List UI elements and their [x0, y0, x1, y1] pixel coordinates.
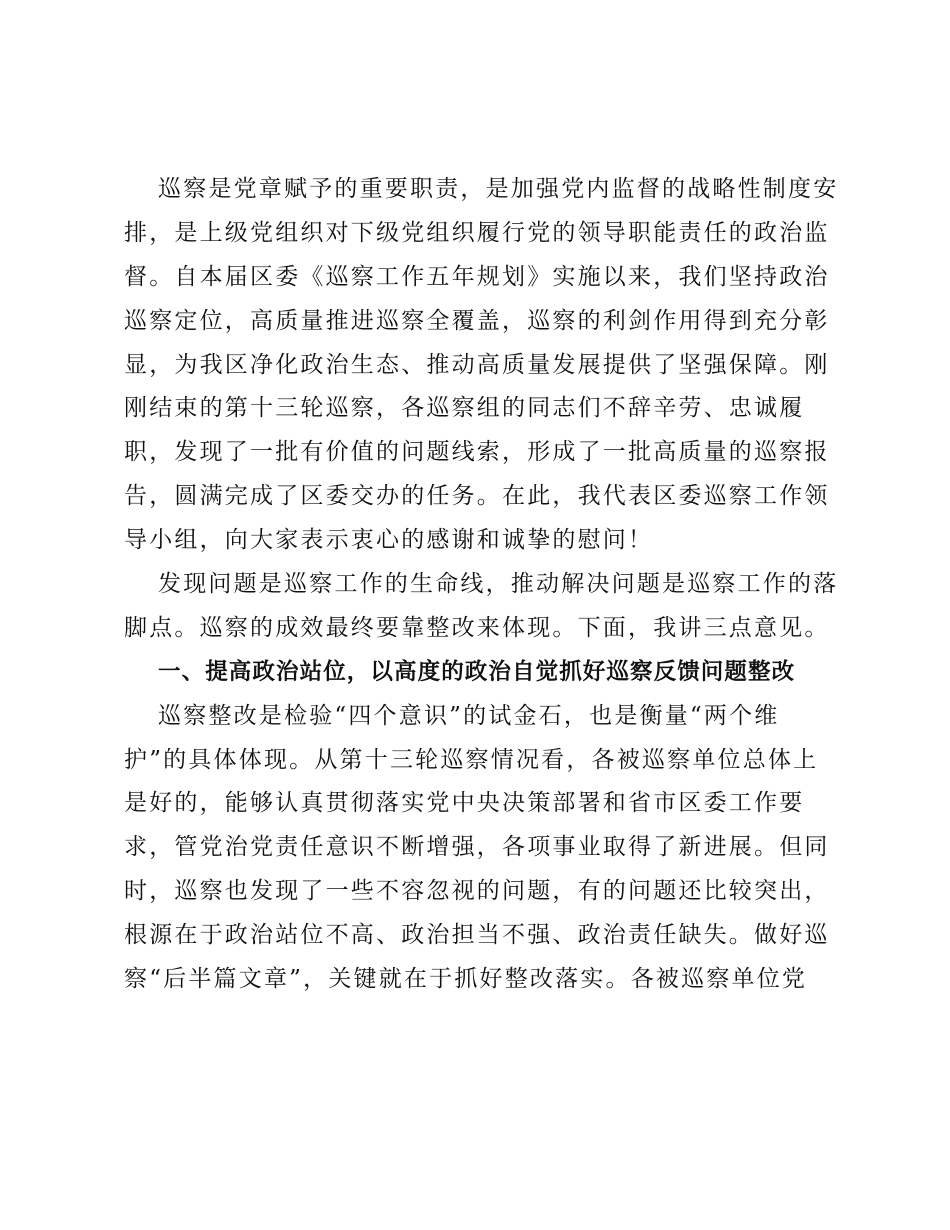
paragraph-line: 求，管党治党责任意识不断增强，各项事业取得了新进展。但同 — [124, 834, 830, 861]
paragraph-line: 巡察定位，高质量推进巡察全覆盖，巡察的利剑作用得到充分彰 — [124, 307, 830, 334]
paragraph-line: 护”的具体体现。从第十三轮巡察情况看，各被巡察单位总体上 — [124, 746, 819, 773]
paragraph-line: 巡察是党章赋予的重要职责，是加强党内监督的战略性制度安 — [158, 176, 839, 202]
section-heading: 一、提高政治站位，以高度的政治自觉抓好巡察反馈问题整改 — [158, 658, 796, 685]
paragraph-line: 督。自本届区委《巡察工作五年规划》实施以来，我们坚持政治 — [124, 263, 830, 290]
paragraph-line: 刚结束的第十三轮巡察，各巡察组的同志们不辞辛劳、忠诚履 — [124, 395, 805, 422]
paragraph-line: 导小组，向大家表示衷心的感谢和诚挚的慰问！ — [124, 527, 654, 554]
document-body — [124, 168, 839, 1002]
paragraph-line: 排，是上级党组织对下级党组织履行党的领导职能责任的政治监 — [124, 219, 830, 246]
paragraph-line: 巡察整改是检验“四个意识”的试金石，也是衡量“两个维 — [158, 702, 780, 729]
paragraph-line: 告，圆满完成了区委交办的任务。在此，我代表区委巡察工作领 — [124, 483, 830, 510]
paragraph-line: 职，发现了一批有价值的问题线索，形成了一批高质量的巡察报 — [124, 439, 830, 466]
paragraph-line: 脚点。巡察的成效最终要靠整改来体现。下面，我讲三点意见。 — [124, 614, 830, 641]
paragraph-line: 时，巡察也发现了一些不容忽视的问题，有的问题还比较突出， — [124, 878, 830, 905]
paragraph-line: 察“后半篇文章”，关键就在于抓好整改落实。各被巡察单位党 — [124, 966, 808, 993]
paragraph-line: 根源在于政治站位不高、政治担当不强、政治责任缺失。做好巡 — [124, 922, 830, 949]
paragraph-line: 是好的，能够认真贯彻落实党中央决策部署和省市区委工作要 — [124, 790, 805, 817]
paragraph-line: 显，为我区净化政治生态、推动高质量发展提供了坚强保障。刚 — [124, 351, 830, 378]
paragraph-line: 发现问题是巡察工作的生命线，推动解决问题是巡察工作的落 — [158, 571, 839, 598]
